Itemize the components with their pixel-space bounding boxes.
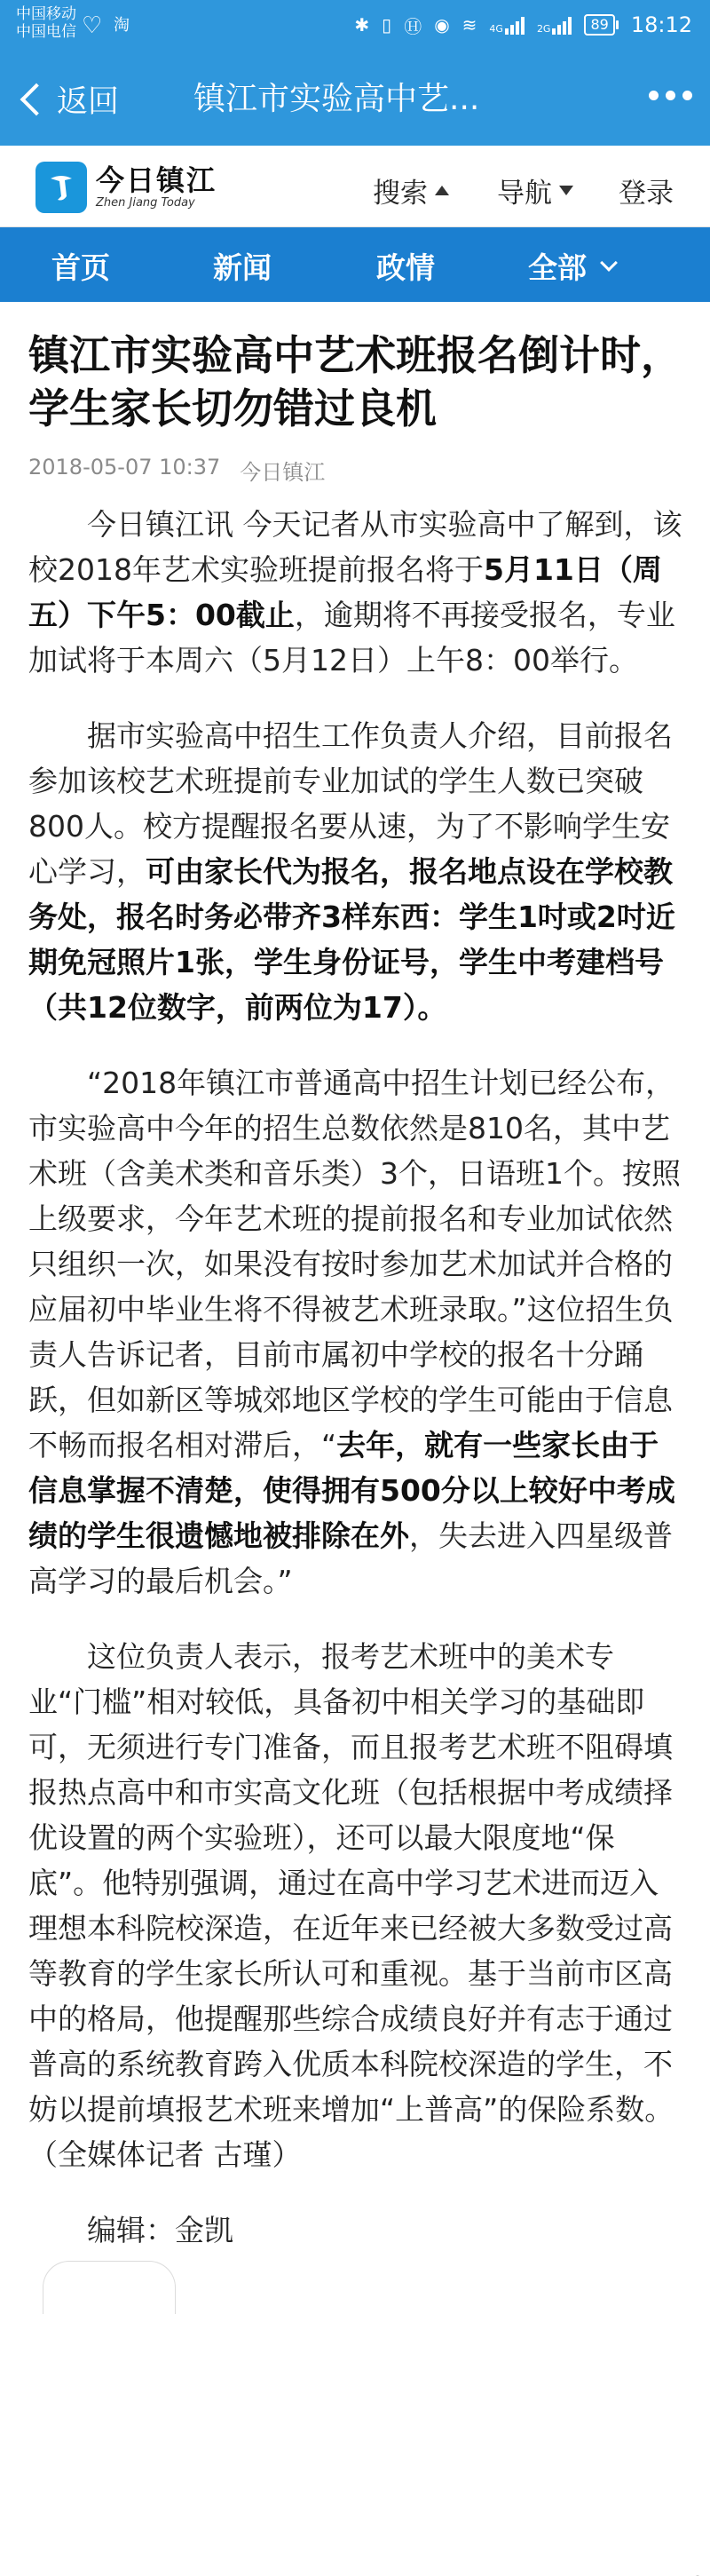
paragraph-4: 这位负责人表示，报考艺术班中的美术专业“门槛”相对较低，具备初中相关学习的基础即可，无须进行专门准备，而且报考艺术班不阻碍填报热点高中和市实高文化班（包括根据中考成绩择优设置的两个实验班），还可以最大限度地“保底”。他特别强调，通过在高中学习艺术进而迈入理想本科院校深造，在近年来已经被大多数受过高等教育的学生家长所认可和重视。基于当前市区高中的格局，他提醒那些综合成绩良好并有志于通过普高的系统教育跨入优质本科院校深造的学生，不妨以提前填报艺术班来增加“上普高”的保险系数。（全媒体记者 古瑾） xyxy=(28,1639,674,2172)
p2-text-a: 据市实验高中招生工作负责人介绍，目前报名参加该校艺术班提前专业加试的学生人数已突破800人。校方提醒报名要从速，为了不影响学生安心学习， xyxy=(28,718,673,889)
more-options-button[interactable] xyxy=(649,91,692,100)
tab-home[interactable] xyxy=(51,245,110,287)
vibrate-icon: ▯ xyxy=(382,14,392,36)
more-dot-icon xyxy=(649,91,659,100)
paragraph-1 xyxy=(28,502,685,683)
p1-bold: 5月11日（周五）下午5：00截止 xyxy=(28,552,662,632)
tab-all-label: 全部 xyxy=(528,250,587,285)
paragraph-3 xyxy=(28,1060,685,1604)
article-date: 2018-05-07 10:37 xyxy=(28,455,221,480)
tab-news-label: 新闻 xyxy=(213,250,272,285)
login-link[interactable] xyxy=(619,170,674,210)
article-body xyxy=(28,502,685,2283)
signal-1-icon xyxy=(489,15,525,35)
carrier-1: 中国移动 xyxy=(16,5,76,23)
caret-down-icon xyxy=(559,186,573,195)
signal-2-icon xyxy=(537,15,572,35)
site-logo[interactable] xyxy=(36,162,217,213)
chevron-down-icon xyxy=(600,254,618,272)
battery-icon xyxy=(584,14,618,36)
p1-text-a: 今日镇江讯 今天记者从市实验高中了解到，该校2018年艺术实验班提前报名将于 xyxy=(28,507,682,587)
p2-bold: 可由家长代为报名，报名地点设在学校教务处，报名时务必带齐3样东西：学生1吋或2吋近期免冠照片1张，学生身份证号，学生中考建档号（共12位数字，前两位为17）。 xyxy=(28,854,675,1025)
taobao-app-icon: 淘 xyxy=(114,16,130,35)
article-headline: 镇江市实验高中艺术班报名倒计时，学生家长切勿错过良机 xyxy=(28,331,682,432)
tab-politics-label: 政情 xyxy=(376,250,435,285)
page-title: 镇江市实验高中艺... xyxy=(193,81,480,117)
network-type-2: 2G xyxy=(536,23,551,35)
eye-comfort-icon: ◉ xyxy=(434,14,450,36)
bluetooth-icon: ✱ xyxy=(354,14,370,36)
paragraph-2 xyxy=(28,713,685,1030)
site-header xyxy=(0,146,710,227)
status-bar xyxy=(0,0,710,52)
tab-news[interactable] xyxy=(213,245,272,287)
more-dot-icon xyxy=(666,91,675,100)
guide-menu[interactable] xyxy=(497,170,573,210)
hd-icon: Ⓗ xyxy=(404,15,422,37)
article-source: 今日镇江 xyxy=(240,460,326,485)
logo-subtitle: Zhen Jiang Today xyxy=(96,196,195,210)
article-editor: 编辑：金凯 xyxy=(87,2213,233,2247)
wifi-icon: ≋ xyxy=(462,14,477,36)
article-meta xyxy=(28,455,325,486)
carrier-info xyxy=(16,5,76,41)
status-icons xyxy=(354,9,692,41)
logo-mark-icon xyxy=(36,162,87,213)
tab-politics[interactable] xyxy=(376,245,435,287)
health-heart-icon: ♡ xyxy=(82,12,103,39)
category-tabs xyxy=(0,227,710,302)
back-button[interactable] xyxy=(16,75,119,124)
back-label: 返回 xyxy=(57,84,120,120)
nav-bar xyxy=(0,52,710,146)
login-label: 登录 xyxy=(619,178,674,210)
logo-title: 今日镇江 xyxy=(96,163,217,197)
guide-label: 导航 xyxy=(497,178,552,210)
p3-text-a: “2018年镇江市普通高中招生计划已经公布，市实验高中今年的招生总数依然是810名，其中艺术班（含美术类和音乐类）3个，日语班1个。按照上级要求，今年艺术班的提前报名和专业加试依然只组织一次，如果没有按时参加艺术加试并合格的应届初中毕业生将不得被艺术班录取。”这位招生负责人告诉记者，目前市属初中学校的报名十分踊跃，但如新区等城郊地区学校的学生可能由于信息不畅而报名相对滞后，“ xyxy=(28,1066,681,1462)
article xyxy=(0,302,710,2576)
network-type-1: 4G xyxy=(489,23,503,35)
p3-bold: 去年，就有一些家长由于信息掌握不清楚，使得拥有500分以上较好中考成绩的学生很遗憾地被排除在外 xyxy=(28,1428,675,1553)
p1-text-c: ，逾期将不再接受报名，专业加试将于本周六（5月12日）上午8：00举行。 xyxy=(28,598,675,678)
p3-text-c: ，失去进入四星级普高学习的最后机会。” xyxy=(28,1518,673,1598)
search-label: 搜索 xyxy=(373,178,428,210)
battery-level: 89 xyxy=(584,14,614,36)
chevron-left-icon xyxy=(20,83,53,116)
more-dot-icon xyxy=(682,91,692,100)
clock: 18:12 xyxy=(630,12,692,37)
caret-up-icon xyxy=(435,186,449,195)
search-menu[interactable] xyxy=(373,170,449,210)
tab-all[interactable] xyxy=(528,245,615,287)
carrier-2: 中国电信 xyxy=(16,23,76,41)
tab-home-label: 首页 xyxy=(51,250,110,285)
bottom-action-tab[interactable] xyxy=(43,2261,176,2314)
